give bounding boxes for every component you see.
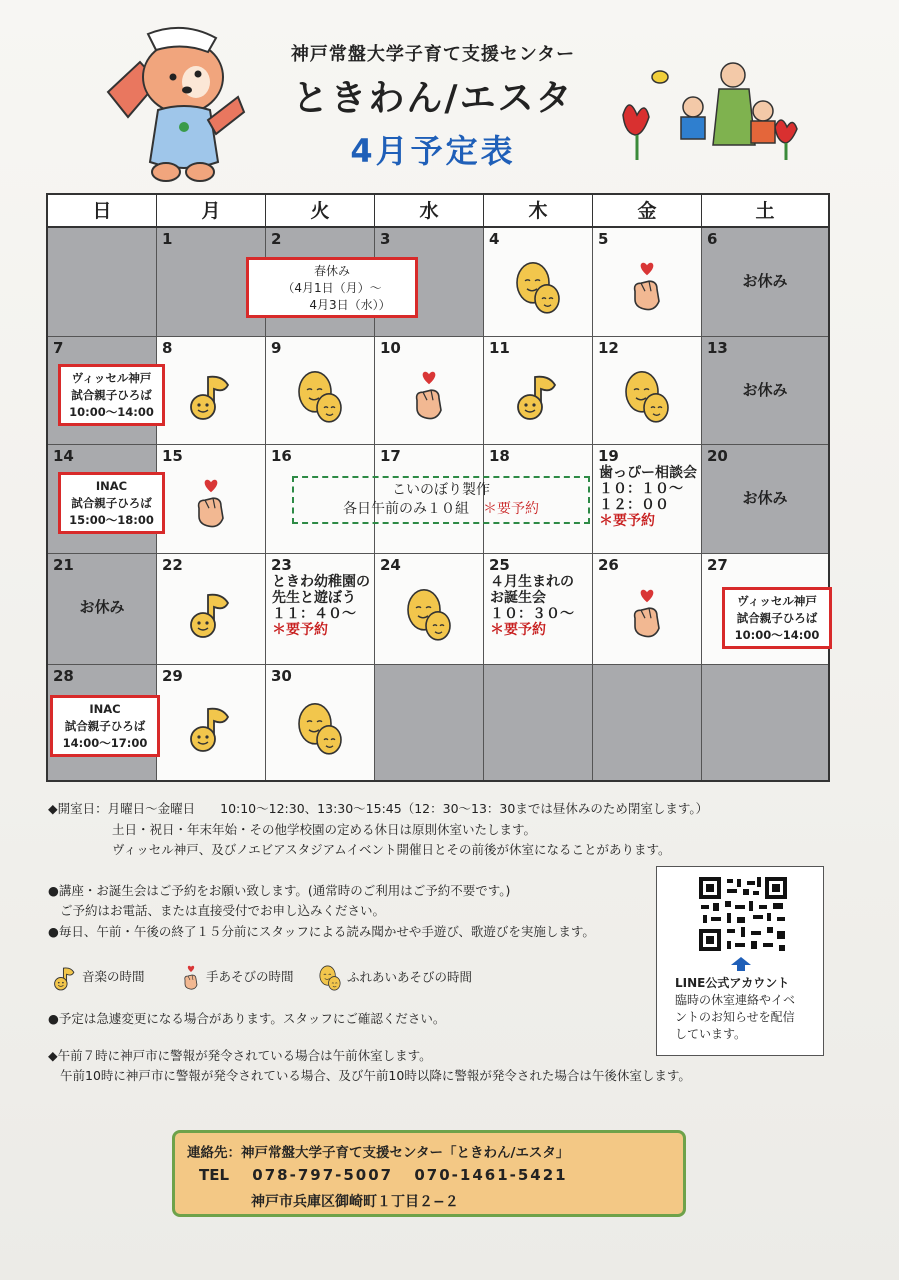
event-birthday-party <box>490 574 574 638</box>
reservation-note: ●講座・お誕生会はご予約をお願い致します。(通常時のご利用はご予約不要です。) <box>48 882 511 898</box>
day-number: 24 <box>380 556 401 574</box>
event-time: 14:00～17:00 <box>62 736 148 750</box>
event-time: 10:00～14:00 <box>734 628 820 642</box>
line-account-desc-3: しています。 <box>675 1027 747 1041</box>
empty-day-cell <box>375 665 484 780</box>
spring-break-box <box>246 257 418 318</box>
event-closure-note: ヴィッセル神戸、及びノエビアスタジアムイベント開催日とその前後が休室になることがあります。 <box>112 842 671 857</box>
event-title: ４月生まれの <box>490 574 574 590</box>
day-number: 13 <box>707 339 728 357</box>
touch-play-icon <box>295 367 345 425</box>
day-number: 22 <box>162 556 183 574</box>
phone-number-2[interactable]: 070-1461-5421 <box>414 1166 568 1184</box>
event-team: INAC <box>89 702 121 716</box>
day-cell-24 <box>375 554 484 665</box>
line-account-title: LINE公式アカウント <box>675 976 790 990</box>
closed-label: お休み <box>742 489 788 507</box>
spring-break-title: 春休み <box>313 264 350 278</box>
day-cell-19 <box>593 445 702 554</box>
closed-days-note: 土日・祝日・年末年始・その他学校園の定める休日は原則休室いたします。 <box>112 821 537 837</box>
event-title: 歯っぴー相談会 <box>599 465 697 481</box>
koinobori-detail <box>294 500 588 519</box>
day-number: 8 <box>162 339 173 357</box>
weekday-wed: 水 <box>375 195 484 228</box>
qr-code-icon[interactable] <box>697 875 789 953</box>
open-hours-note: ◆開室日：月曜日～金曜日 10:10～12:30、13:30～15:45（12：30～13：30までは昼休みのため閉室します。） <box>48 801 709 816</box>
hand-play-icon <box>180 965 202 991</box>
line-qr-card[interactable] <box>656 866 824 1056</box>
koinobori-slots: 各日午前のみ１０組 <box>343 501 469 517</box>
music-note-icon <box>52 965 78 991</box>
day-number: 9 <box>271 339 282 357</box>
event-team: ヴィッセル神戸 <box>737 594 817 608</box>
daily-activity-note: ●毎日、午前・午後の終了１５分前にスタッフによる読み聞かせや手遊び、歌遊びを実施します。 <box>48 923 595 939</box>
reservation-required: ＊要予約 <box>272 622 328 638</box>
day-number: 7 <box>53 339 64 357</box>
arrow-up-icon <box>731 957 751 971</box>
inac-box-14 <box>58 472 165 534</box>
reservation-method-note: ご予約はお電話、または直接受付でお申し込みください。 <box>60 903 386 918</box>
day-number: 18 <box>489 447 510 465</box>
line-account-desc-2: ントのお知らせを配信 <box>675 1010 795 1024</box>
music-note-icon <box>188 589 234 639</box>
day-cell-6 <box>702 228 828 337</box>
hand-play-icon <box>627 261 667 313</box>
inac-box-28 <box>50 695 160 757</box>
spring-break-end: 4月3日（水）） <box>309 298 391 312</box>
day-number: 6 <box>707 230 718 248</box>
day-cell-22 <box>157 554 266 665</box>
contact-title: 連絡先：神戸常盤大学子育て支援センター「ときわん/エスタ」 <box>187 1145 570 1161</box>
closed-label: お休み <box>742 381 788 399</box>
weekday-tue: 火 <box>266 195 375 228</box>
day-cell-5 <box>593 228 702 337</box>
day-number: 29 <box>162 667 183 685</box>
event-title: ときわ幼稚園の <box>272 574 370 590</box>
day-cell-10 <box>375 337 484 445</box>
reservation-required: ＊要予約 <box>599 513 655 529</box>
legend-hand-label: 手あそびの時間 <box>205 969 294 984</box>
month-title: 4月予定表 <box>350 132 516 170</box>
touch-play-icon <box>513 259 563 317</box>
event-dental-consult <box>599 465 697 529</box>
hand-play-icon <box>409 370 449 422</box>
empty-day-cell <box>48 228 157 337</box>
day-number: 15 <box>162 447 183 465</box>
notes-section-2 <box>48 1009 691 1087</box>
day-cell-30 <box>266 665 375 780</box>
closed-label: お休み <box>79 598 125 616</box>
day-number: 26 <box>598 556 619 574</box>
day-cell-13 <box>702 337 828 445</box>
vissel-kobe-box-27 <box>722 587 832 649</box>
touch-play-icon <box>404 586 454 644</box>
event-time: １１：４０～ <box>272 606 356 622</box>
warning-morning-note: ◆午前７時に神戸市に警報が発令されている場合は午前休室します。 <box>48 1047 432 1063</box>
day-cell-26 <box>593 554 702 665</box>
koinobori-event-box <box>292 476 590 524</box>
empty-day-cell <box>593 665 702 780</box>
day-cell-8 <box>157 337 266 445</box>
koinobori-title: こいのぼり製作 <box>392 482 490 498</box>
day-number: 21 <box>53 556 74 574</box>
organization-name: 神戸常盤大学子育て支援センター <box>290 44 576 65</box>
day-cell-9 <box>266 337 375 445</box>
event-time-end: １２：００ <box>599 497 669 513</box>
family-illustration <box>615 55 815 165</box>
day-cell-21 <box>48 554 157 665</box>
weekday-thu: 木 <box>484 195 593 228</box>
warning-afternoon-note: 午前10時に神戸市に警報が発令されている場合、及び午前10時以降に警報が発令された場合は午後休室します。 <box>60 1068 691 1083</box>
empty-day-cell <box>484 665 593 780</box>
event-kindergarten-teacher <box>272 574 370 638</box>
day-number: 19 <box>598 447 619 465</box>
brand-title: ときわん/エスタ <box>292 78 574 119</box>
day-cell-25 <box>484 554 593 665</box>
schedule-change-note: ●予定は急遽変更になる場合があります。スタッフにご確認ください。 <box>48 1011 446 1026</box>
day-number: 11 <box>489 339 510 357</box>
touch-play-icon <box>622 367 672 425</box>
vissel-kobe-box-7 <box>58 364 165 426</box>
day-number: 4 <box>489 230 500 248</box>
event-title: 試合親子ひろば <box>71 388 152 402</box>
event-time: 15:00～18:00 <box>69 513 154 527</box>
day-cell-4 <box>484 228 593 337</box>
tel-label: TEL <box>199 1166 230 1184</box>
touch-play-icon <box>317 964 343 992</box>
day-cell-12 <box>593 337 702 445</box>
contact-phone-row <box>199 1166 568 1184</box>
day-number: 20 <box>707 447 728 465</box>
dog-mascot-illustration <box>88 22 248 187</box>
legend-hand <box>180 964 294 990</box>
day-cell-29 <box>157 665 266 780</box>
day-number: 17 <box>380 447 401 465</box>
event-time: 10:00～14:00 <box>69 405 154 419</box>
day-number: 28 <box>53 667 74 685</box>
music-note-icon <box>188 371 234 421</box>
event-team: ヴィッセル神戸 <box>71 371 152 385</box>
day-number: 12 <box>598 339 619 357</box>
event-team: INAC <box>95 479 128 493</box>
day-number: 10 <box>380 339 401 357</box>
music-note-icon <box>515 371 561 421</box>
event-time: １０：３０～ <box>490 606 574 622</box>
line-account-desc-1: 臨時の休室連絡やイベ <box>675 993 796 1007</box>
day-cell-11 <box>484 337 593 445</box>
contact-box <box>172 1130 686 1217</box>
event-title: 試合親子ひろば <box>71 496 152 510</box>
legend-music <box>52 964 145 990</box>
event-title: 試合親子ひろば <box>64 719 146 733</box>
reservation-required: ＊要予約 <box>483 501 539 517</box>
hand-play-icon <box>627 588 667 640</box>
reservation-required: ＊要予約 <box>490 622 546 638</box>
closed-label: お休み <box>742 272 788 290</box>
event-title-2: 先生と遊ぼう <box>272 590 356 606</box>
day-number: 25 <box>489 556 510 574</box>
weekday-mon: 月 <box>157 195 266 228</box>
day-cell-23 <box>266 554 375 665</box>
day-number: 27 <box>707 556 728 574</box>
notes-section <box>48 799 708 942</box>
day-number: 23 <box>271 556 292 574</box>
legend-music-label: 音楽の時間 <box>81 969 145 984</box>
contact-address: 神戸市兵庫区御崎町１丁目２−２ <box>251 1194 459 1210</box>
event-title-2: お誕生会 <box>490 590 546 606</box>
event-time-start: １０：１０～ <box>599 481 683 497</box>
day-number: 2 <box>271 230 282 248</box>
day-cell-20 <box>702 445 828 554</box>
legend-touch <box>317 964 472 990</box>
weekday-sat: 土 <box>702 195 828 228</box>
day-cell-15 <box>157 445 266 554</box>
day-number: 16 <box>271 447 292 465</box>
day-number: 1 <box>162 230 173 248</box>
weekday-fri: 金 <box>593 195 702 228</box>
day-number: 30 <box>271 667 292 685</box>
music-note-icon <box>188 703 234 753</box>
event-title: 試合親子ひろば <box>736 611 818 625</box>
day-number: 3 <box>380 230 391 248</box>
day-number: 5 <box>598 230 609 248</box>
legend-touch-label: ふれあいあそびの時間 <box>346 969 472 985</box>
touch-play-icon <box>295 699 345 757</box>
spring-break-start: （4月1日（月）～ <box>282 281 382 295</box>
phone-number-1[interactable]: 078-797-5007 <box>252 1166 394 1184</box>
hand-play-icon <box>191 478 231 530</box>
line-account-text <box>675 975 825 1043</box>
day-number: 14 <box>53 447 74 465</box>
empty-day-cell <box>702 665 828 780</box>
weekday-sun: 日 <box>48 195 157 228</box>
